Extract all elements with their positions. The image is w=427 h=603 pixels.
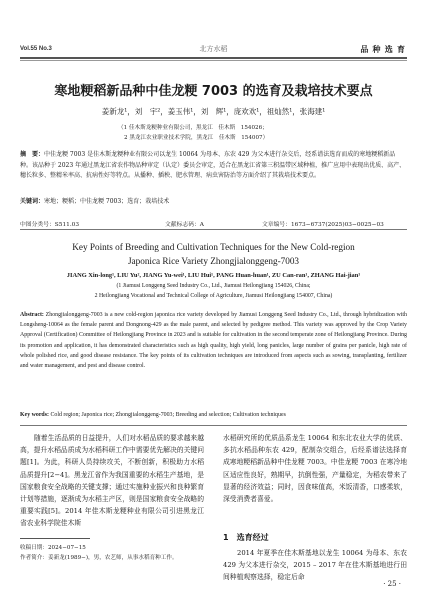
- volume-issue: Vol.55 No.3: [20, 46, 52, 52]
- journal-name: 北方水稻: [199, 45, 228, 53]
- section-paragraph: [223, 547, 407, 584]
- body-right-paragraph: [223, 432, 407, 505]
- article-id: 文章编号：1673−6737(2025)03−0025−03: [262, 222, 384, 228]
- keywords-label-english: Key words:: [20, 412, 49, 418]
- header-rule-thin: [20, 60, 407, 61]
- clc-number: 中图分类号：S511.03: [20, 222, 80, 228]
- footnote-rule: [20, 538, 90, 539]
- affiliation-english-2: 2 Heilongjiang Vocational and Technical College of Agriculture, Jiamusi Heilongjiang 154007, China): [94, 293, 333, 299]
- section-heading: 1 选育经过: [223, 533, 269, 542]
- body-left-text: 随着生活品质的日益提升，人们对水稻品质的要求越来越高，提升水稻品质成为水稻科研工作中需要优先解决的关键问题[1]。为此，科研人员持续攻关，不断创新，积极助力水稻品质提升[2−4]。黑龙江省作为我国重要的水稻生产基地，是国家粮食安全战略的关键支撑；通过实施种业振兴和良种繁育计划等措施，逐渐成为水稻主产区，则是国家粮食安全战略的重要实践[5]。2014 年佳木斯龙粳种业有限公司引进黑龙江省农业科学院佳木斯: [20, 434, 204, 528]
- column-section: 品 种 选 育: [360, 45, 406, 54]
- abstract-label-english: Abstract:: [20, 312, 44, 318]
- affiliation-chinese-2: 2 黑龙江农业职业技术学院，黑龙江 佳木斯 154007）: [124, 135, 269, 141]
- abstract-text-english: Zhongjialonggeng-7003 is a new cold-region japonica rice variety developed by Jiamusi Longgeng Seed Industry Co., Ltd., through hybridization with Longsheng-10064 as the female parent and Dongnong-429 as the male parent, and selected by pedigree method. This variety was approved by the Crop Variety Approval (Certification) Committee of Heilongjiang Province in 2023 and is suitable for cultivation in the second temperate zone of Heilongjiang Province. During its promotion and application, it has demonstrated characteristics such as high quality, high yield, long panicles, large number of grains per panicle, high rate of whole polished rice, and good disease resistance. The key points of its cultivation techniques are introduced from aspects such as sowing, transplanting, fertilizer and water management, and pest and disease control.: [20, 312, 407, 370]
- authors-chinese: 姜新龙¹，刘 宇²，姜玉伟¹，刘 辉¹，庞欢欢¹，祖灿然¹，张海建¹: [101, 107, 326, 116]
- abstract-english: [20, 310, 407, 371]
- received-date: 收稿日期：2024−07−15: [20, 545, 86, 551]
- header-rule: [20, 57, 407, 59]
- keywords-text-english: Cold region; Japonica rice; Zhongjialonggeng-7003; Breeding and selection; Cultivation techniques: [50, 412, 286, 418]
- title-chinese: 寒地粳稻新品种中佳龙粳 7003 的选育及栽培技术要点: [54, 84, 373, 99]
- abstract-chinese: [20, 150, 407, 182]
- abstract-rule: [20, 425, 407, 426]
- keywords-label-chinese: 关键词：: [20, 198, 45, 205]
- title-english-line-1: Key Points of Breeding and Cultivation Techniques for the New Cold-region: [72, 242, 355, 252]
- keywords-english: [20, 412, 407, 418]
- title-english-line-2: Japonica Rice Variety Zhongjialonggeng-7003: [127, 256, 300, 266]
- affiliation-english-1: (1 Jiamusi Longgeng Seed Industry Co., Ltd., Jiamusi Heilongjiang 154026, China;: [116, 283, 311, 289]
- abstract-label-chinese: 摘 要：: [20, 151, 45, 158]
- keywords-chinese: [20, 197, 407, 208]
- section-text: 2014 年夏季在佳木斯基地以龙生 10064 为母本、东农 429 为父本进行杂交，2015 – 2017 年在佳木斯基地进行田间种植观察选择，稳定后命: [223, 549, 407, 582]
- page-number: · 25 ·: [383, 580, 401, 588]
- affiliation-chinese-1: （1 佳木斯龙粳种业有限公司，黑龙江 佳木斯 154026；: [118, 125, 268, 131]
- authors-english: JIANG Xin-long¹, LIU Yu², JIANG Yu-wei¹, LIU Hui¹, PANG Huan-huan¹, ZU Can-ran¹, ZHANG Hai-jian¹: [66, 272, 361, 279]
- keywords-text-chinese: 寒地；粳稻；中佳龙粳 7003；选育；栽培技术: [44, 198, 170, 205]
- body-left-paragraph: [20, 432, 204, 530]
- meta-rule: [20, 229, 407, 230]
- author-bio: 作者简介：姜新龙(1989−)，男，农艺师，从事水稻育种工作。: [20, 555, 178, 561]
- abstract-text-chinese: 中佳龙粳 7003 是佳木斯龙粳种业有限公司以龙生 10064 为母本、东农 429 为父本进行杂交后，经系谱法选育而成的寒地粳稻新品种。该品种于 2023 年通过黑龙江省农作物品种审定（认定）委员会审定，适合在黑龙江省第三积温带区域种植，推广应用中表现出优质、高产、穗长粒多、整精米率高、抗病性好等特点。从播种、插秧、肥水管理、病虫害防治等方面介绍了其栽培技术要点。: [20, 151, 406, 179]
- document-code: 文献标志码：A: [165, 222, 204, 228]
- body-right-text: 水稻研究所的优质品系龙生 10064 和东北农业大学的优质、多抗水稻品种东农 429，配制杂交组合，后经系谱法选择育成寒地粳稻新品种中佳龙粳 7003。中佳龙粳 7003 在寒冷地区适应性良好，熟期早，抗倒性强，产量稳定，为稻农带来了显著的经济效益；同时，因食味值高，米饭清香，口感柔软，深受消费者喜爱。: [223, 434, 407, 504]
